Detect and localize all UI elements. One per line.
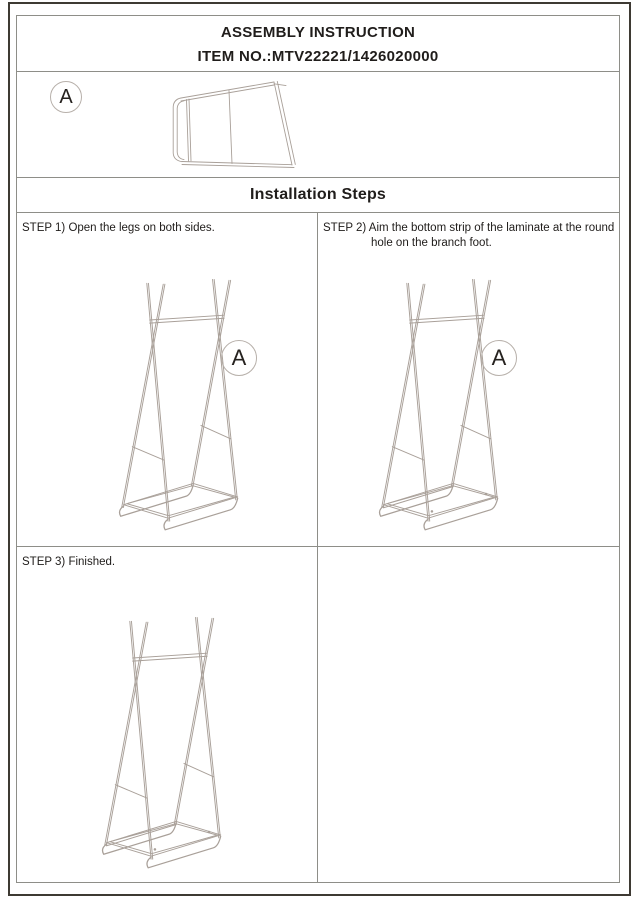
step2-cell xyxy=(318,213,619,546)
empty-cell xyxy=(318,547,619,882)
step3-rack-drawing xyxy=(95,615,240,877)
step3-label: STEP 3) Finished. xyxy=(22,556,116,568)
folded-hanger-bar xyxy=(274,81,295,165)
step2-label xyxy=(318,213,619,251)
step3-cell xyxy=(17,547,318,882)
step2-rack-drawing xyxy=(372,277,517,539)
part-a-balloon-label: A xyxy=(59,85,73,108)
side-struts xyxy=(392,425,491,460)
step2-balloon-label: A xyxy=(491,345,507,370)
item-number: ITEM NO.:MTV22221/1426020000 xyxy=(197,48,439,65)
folded-bottom-tube xyxy=(182,162,294,168)
part-a-section xyxy=(17,72,619,178)
step1-balloon-label: A xyxy=(231,345,247,370)
document-title: ASSEMBLY INSTRUCTION xyxy=(220,24,416,41)
folded-top-overhang xyxy=(274,84,286,86)
side-struts xyxy=(115,763,214,798)
part-a-balloon xyxy=(50,81,82,113)
step2-label-line1: STEP 2) Aim the bottom strip of the laminate at the round xyxy=(323,222,615,234)
instruction-table xyxy=(16,15,620,883)
step1-label: STEP 1) Open the legs on both sides. xyxy=(22,222,215,234)
installation-steps-header xyxy=(17,178,619,213)
folded-fold-line xyxy=(229,91,232,164)
folded-leg-tube xyxy=(187,99,192,161)
side-struts xyxy=(132,425,231,460)
hanger-bar xyxy=(150,315,224,323)
shelf-board xyxy=(107,821,211,850)
step2-label-line2: hole on the branch foot. xyxy=(371,237,492,249)
shelf-board xyxy=(384,483,488,512)
step2-part-balloon xyxy=(481,340,517,376)
step1-rack-drawing xyxy=(112,277,257,539)
installation-steps-title: Installation Steps xyxy=(249,186,387,203)
hanger-bar xyxy=(410,315,484,323)
steps-row-2 xyxy=(17,547,619,882)
folded-rack-drawing xyxy=(170,77,300,172)
folded-top-tube xyxy=(181,82,274,101)
step1-part-balloon xyxy=(221,340,257,376)
header-section xyxy=(17,16,619,72)
folded-left-curve-inner xyxy=(177,101,184,160)
steps-row-1 xyxy=(17,213,619,547)
step1-cell xyxy=(17,213,318,546)
hanger-bar xyxy=(133,653,207,661)
